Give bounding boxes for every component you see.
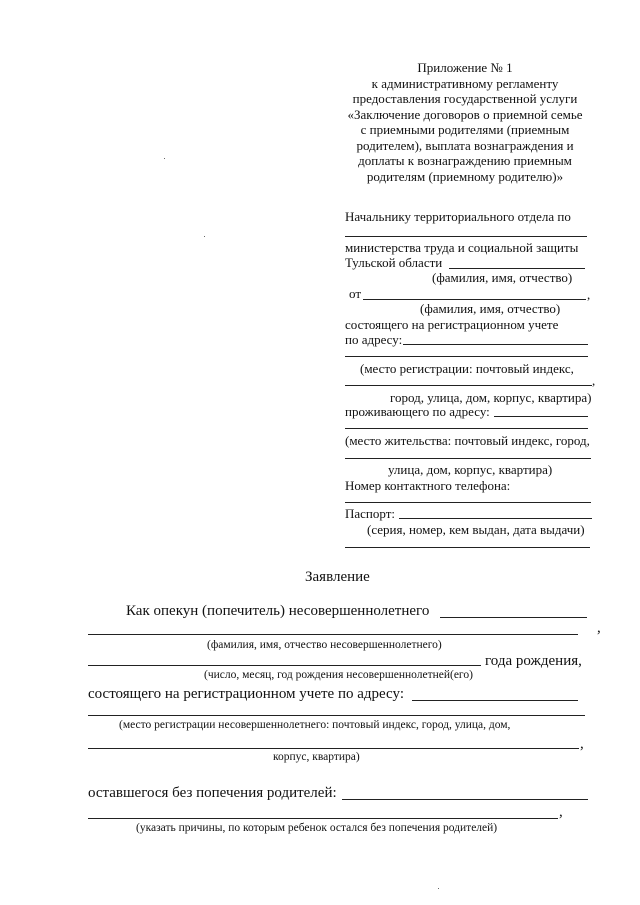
live-address-field-3[interactable] [345, 458, 591, 459]
living-label: проживающего по адресу: [345, 404, 490, 419]
birth-year-label: года рождения, [485, 653, 582, 669]
scan-speck [438, 888, 439, 889]
guardian-text: Как опекун (попечитель) несовершеннолетнего [126, 603, 430, 619]
annex-line: доплаты к вознаграждению приемным [358, 153, 572, 168]
comma: , [597, 620, 601, 636]
head-fio-field[interactable] [449, 268, 585, 269]
minor-fio-hint: (фамилия, имя, отчество несовершеннолетнего) [207, 639, 442, 651]
phone-label: Номер контактного телефона: [345, 478, 511, 493]
head-name-field[interactable] [345, 236, 587, 237]
scan-speck [164, 158, 165, 159]
live-address-field[interactable] [494, 416, 588, 417]
at-address-label: по адресу: [345, 332, 403, 347]
statement-title: Заявление [305, 569, 370, 585]
passport-field[interactable] [399, 518, 592, 519]
comma: , [559, 804, 563, 820]
reg-address-field-3[interactable] [345, 385, 592, 386]
minor-reg-hint-2: корпус, квартира) [273, 751, 360, 763]
live-hint: (место жительства: почтовый индекс, город, [345, 433, 590, 448]
passport-label: Паспорт: [345, 506, 396, 521]
minor-reg-hint: (место регистрации несовершеннолетнего: почтовый индекс, город, улица, дом, [119, 719, 511, 731]
minor-name-field-2[interactable] [88, 634, 578, 635]
scan-speck [204, 236, 205, 237]
reg-address-field[interactable] [403, 344, 588, 345]
fio-hint: (фамилия, имя, отчество) [432, 270, 573, 285]
reg-place-hint-2: город, улица, дом, корпус, квартира) [390, 390, 592, 405]
addressee-head: Начальнику территориального отдела по [345, 209, 571, 224]
annex-line: родителем), выплата вознаграждения и [356, 137, 574, 153]
minor-reg-address-field-2[interactable] [88, 715, 585, 716]
annex-line: предоставления государственной услуги [352, 91, 578, 106]
phone-field[interactable] [345, 502, 591, 503]
registered-label: состоящего на регистрационном учете [345, 317, 559, 332]
addressee-region: Тульской области [345, 255, 443, 270]
minor-name-field[interactable] [440, 617, 587, 618]
annex-line: родителям (приемному родителю)» [366, 168, 564, 184]
addressee-ministry: министерства труда и социальной защиты [345, 240, 579, 255]
annex-line: к административному регламенту [371, 75, 559, 91]
annex-line: «Заключение договоров о приемной семье [347, 106, 583, 122]
reasons-hint: (указать причины, по которым ребенок остался без попечения родителей) [136, 822, 498, 834]
reg-place-hint: (место регистрации: почтовый индекс, [360, 361, 574, 376]
live-address-field-2[interactable] [345, 428, 588, 429]
from-label: от [349, 286, 362, 301]
annex-header [340, 60, 590, 184]
registered-address-label: состоящего на регистрационном учете по адресу: [88, 686, 404, 702]
annex-line: Приложение № 1 [417, 60, 513, 75]
comma: , [580, 736, 584, 752]
passport-field-2[interactable] [345, 547, 590, 548]
birth-date-field[interactable] [88, 665, 481, 666]
comma: , [592, 373, 596, 388]
applicant-fio-field[interactable] [363, 299, 586, 300]
birth-hint: (число, месяц, год рождения несовершеннолетней(его) [204, 669, 473, 681]
reg-address-field-2[interactable] [345, 356, 588, 357]
reasons-field-2[interactable] [88, 818, 558, 819]
minor-reg-address-field[interactable] [412, 700, 578, 701]
without-care-label: оставшегося без попечения родителей: [88, 785, 337, 801]
passport-hint: (серия, номер, кем выдан, дата выдачи) [367, 522, 585, 537]
reasons-field[interactable] [342, 799, 588, 800]
comma: , [587, 287, 591, 302]
live-hint-2: улица, дом, корпус, квартира) [388, 462, 553, 477]
minor-reg-address-field-3[interactable] [88, 748, 579, 749]
annex-line: с приемными родителями (приемным [360, 122, 570, 137]
fio-hint-applicant: (фамилия, имя, отчество) [420, 301, 561, 316]
